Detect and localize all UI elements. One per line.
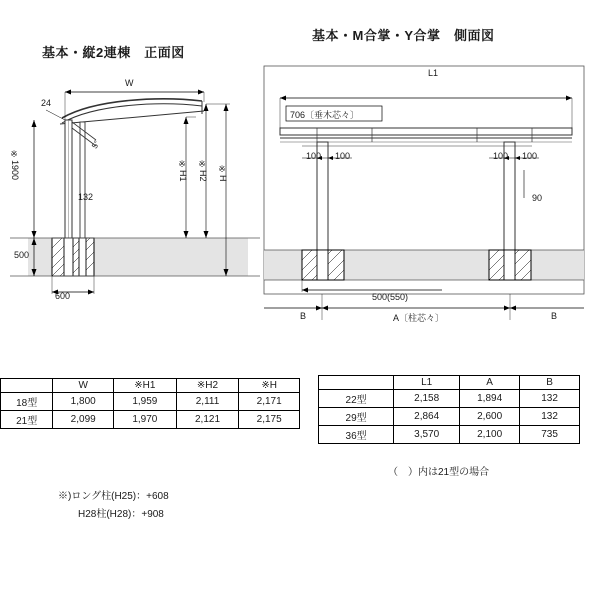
left-dim-h: ※H bbox=[218, 165, 228, 182]
note-right: （ ）内は21型の場合 bbox=[388, 467, 490, 478]
table-right bbox=[318, 375, 580, 444]
td-right-r2-c2: 2,100 bbox=[460, 426, 520, 444]
left-dim-angle: 5° bbox=[90, 138, 102, 151]
td-left-r1-c3: 2,121 bbox=[176, 411, 239, 429]
th-left-0 bbox=[1, 379, 53, 393]
td-left-r0-c1: 1,800 bbox=[53, 393, 114, 411]
table-right-header-row bbox=[319, 376, 580, 390]
th-right-1: L1 bbox=[394, 376, 460, 390]
td-left-r0-c2: 1,959 bbox=[114, 393, 177, 411]
right-dim-base: 500(550) bbox=[372, 292, 409, 302]
th-right-3: B bbox=[520, 376, 580, 390]
td-right-r1-c0: 29型 bbox=[319, 408, 394, 426]
th-left-1: W bbox=[53, 379, 114, 393]
td-right-r1-c2: 2,600 bbox=[460, 408, 520, 426]
td-left-r0-c4: 2,171 bbox=[239, 393, 300, 411]
td-left-r1-c0: 21型 bbox=[1, 411, 53, 429]
right-dim-100-b: 100 bbox=[335, 151, 351, 161]
td-right-r0-c3: 132 bbox=[520, 390, 580, 408]
table-left bbox=[0, 378, 300, 429]
right-dim-a: A〔柱芯々〕 bbox=[393, 313, 445, 323]
table-row bbox=[1, 393, 300, 411]
th-left-4: ※H bbox=[239, 379, 300, 393]
td-left-r1-c1: 2,099 bbox=[53, 411, 114, 429]
table-left-header-row bbox=[1, 379, 300, 393]
right-dim-100-d: 100 bbox=[522, 151, 538, 161]
td-left-r1-c4: 2,175 bbox=[239, 411, 300, 429]
note-long-pillar: ※)ロング柱(H25)：+608 bbox=[58, 491, 169, 502]
right-dim-b-left: B bbox=[300, 311, 307, 321]
left-dim-w: W bbox=[125, 78, 134, 88]
right-dim-100-c: 100 bbox=[493, 151, 509, 161]
th-right-0 bbox=[319, 376, 394, 390]
left-dim-h2: ※H2 bbox=[198, 160, 208, 182]
td-right-r1-c3: 132 bbox=[520, 408, 580, 426]
td-left-r0-c3: 2,111 bbox=[176, 393, 239, 411]
th-left-3: ※H2 bbox=[176, 379, 239, 393]
td-right-r2-c3: 735 bbox=[520, 426, 580, 444]
right-dim-b-right: B bbox=[551, 311, 558, 321]
td-right-r2-c1: 3,570 bbox=[394, 426, 460, 444]
right-note-rafter: 706〔垂木芯々〕 bbox=[290, 110, 360, 120]
right-dim-l1: L1 bbox=[428, 68, 439, 78]
note-h28-pillar: H28柱(H28)：+908 bbox=[78, 509, 164, 520]
td-right-r1-c1: 2,864 bbox=[394, 408, 460, 426]
td-right-r2-c0: 36型 bbox=[319, 426, 394, 444]
td-left-r1-c2: 1,970 bbox=[114, 411, 177, 429]
left-figure-drawing bbox=[10, 70, 260, 330]
th-left-2: ※H1 bbox=[114, 379, 177, 393]
table-row bbox=[319, 426, 580, 444]
td-left-r0-c0: 18型 bbox=[1, 393, 53, 411]
left-dim-24: 24 bbox=[41, 98, 52, 108]
left-dim-1900: ※1900 bbox=[10, 150, 20, 181]
right-figure-title: 基本・M合掌・Y合掌 側面図 bbox=[312, 28, 495, 43]
left-dim-h1: ※H1 bbox=[178, 160, 188, 182]
td-right-r0-c0: 22型 bbox=[319, 390, 394, 408]
right-dim-100-a: 100 bbox=[306, 151, 322, 161]
td-right-r0-c1: 2,158 bbox=[394, 390, 460, 408]
left-dim-600: 600 bbox=[55, 291, 71, 301]
th-right-2: A bbox=[460, 376, 520, 390]
right-dim-90: 90 bbox=[532, 193, 543, 203]
table-row bbox=[319, 390, 580, 408]
left-dim-500: 500 bbox=[14, 250, 30, 260]
left-dim-132: 132 bbox=[78, 192, 94, 202]
table-row bbox=[319, 408, 580, 426]
table-row bbox=[1, 411, 300, 429]
left-figure-title: 基本・縦2連棟 正面図 bbox=[42, 45, 185, 60]
td-right-r0-c2: 1,894 bbox=[460, 390, 520, 408]
